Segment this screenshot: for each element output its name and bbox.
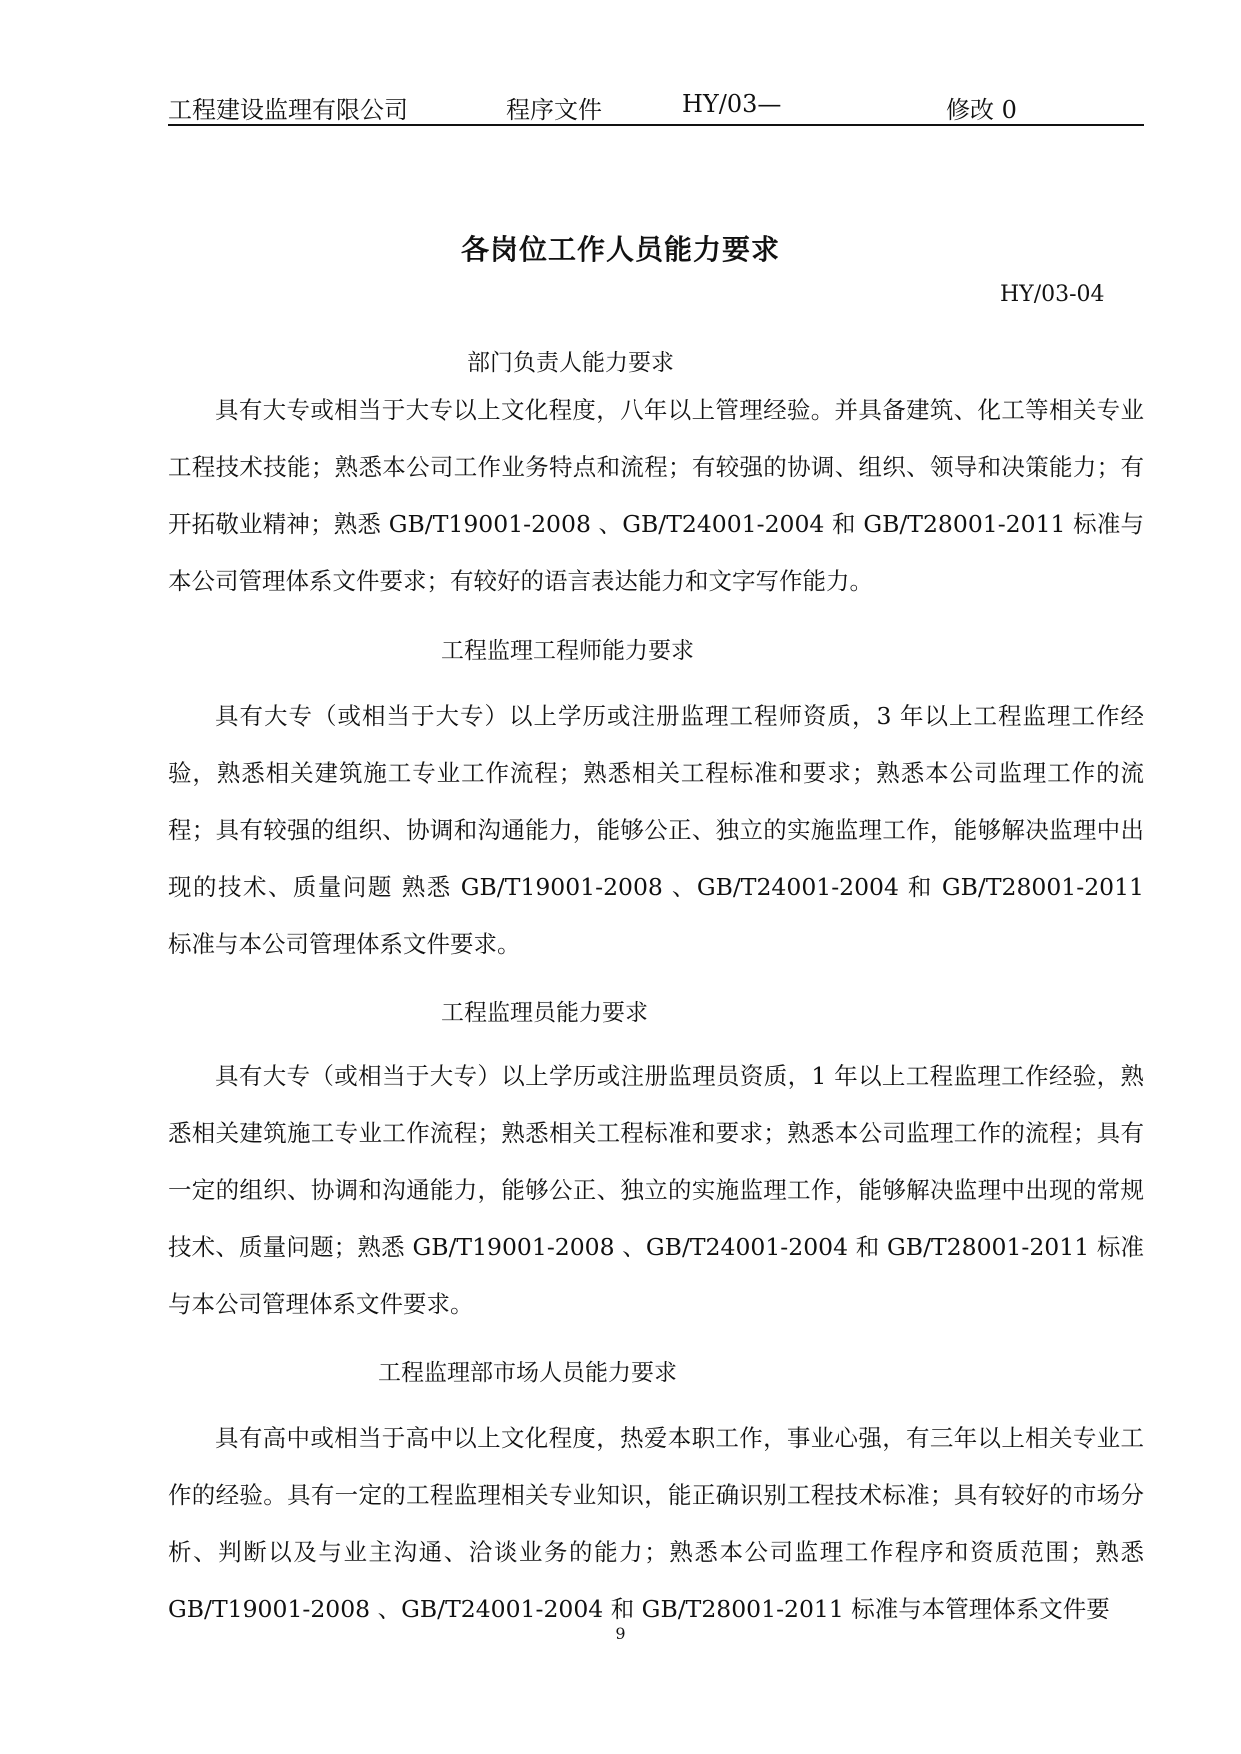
section-heading-department-head: 部门负责人能力要求 <box>467 350 674 376</box>
document-title: 各岗位工作人员能力要求 <box>460 233 780 266</box>
section-heading-supervisor: 工程监理员能力要求 <box>441 1000 648 1026</box>
section-body-department-head: 具有大专或相当于大专以上文化程度，八年以上管理经验。并具备建筑、化工等相关专业工程技术技能；熟悉本公司工作业务特点和流程；有较强的协调、组织、领导和决策能力；有开拓敬业精神；熟悉 GB/T19001-2008 、GB/T24001-2004 和 GB/T28001-2011 标准与本公司管理体系文件要求；有较好的语言表达能力和文字写作能力。 <box>168 396 1144 595</box>
section-heading-market-staff: 工程监理部市场人员能力要求 <box>378 1360 677 1386</box>
header-revision: 修改 0 <box>946 96 1017 124</box>
page-number: 9 <box>615 1624 626 1643</box>
section-body-market-staff: 具有高中或相当于高中以上文化程度，热爱本职工作，事业心强，有三年以上相关专业工作的经验。具有一定的工程监理相关专业知识，能正确识别工程技术标准；具有较好的市场分析、判断以及与业主沟通、洽谈业务的能力；熟悉本公司监理工作程序和资质范围；熟悉 GB/T19001-2008 、GB/T24001-2004 和 GB/T28001-2011 标准与本管理体系文件要 <box>168 1424 1144 1623</box>
section-body-supervisor: 具有大专（或相当于大专）以上学历或注册监理员资质，1 年以上工程监理工作经验，熟悉相关建筑施工专业工作流程；熟悉相关工程标准和要求；熟悉本公司监理工作的流程；具有一定的组织、协调和沟通能力，能够公正、独立的实施监理工作，能够解决监理中出现的常规技术、质量问题；熟悉 GB/T19001-2008 、GB/T24001-2004 和 GB/T28001-2011 标准与本公司管理体系文件要求。 <box>168 1062 1144 1318</box>
header-code: HY/03— <box>682 90 782 118</box>
section-heading-supervising-engineer: 工程监理工程师能力要求 <box>441 638 694 664</box>
section-body-supervising-engineer: 具有大专（或相当于大专）以上学历或注册监理工程师资质，3 年以上工程监理工作经验，熟悉相关建筑施工专业工作流程；熟悉相关工程标准和要求；熟悉本公司监理工作的流程；具有较强的组织、协调和沟通能力，能够公正、独立的实施监理工作，能够解决监理中出现的技术、质量问题 熟悉 GB/T19001-2008 、GB/T24001-2004 和 GB/T28001-2011 标准与本公司管理体系文件要求。 <box>168 702 1144 958</box>
document-number: HY/03-04 <box>1000 282 1105 307</box>
header-doc-type: 程序文件 <box>506 96 602 124</box>
page-header <box>168 86 1144 126</box>
header-company: 工程建设监理有限公司 <box>168 96 408 124</box>
